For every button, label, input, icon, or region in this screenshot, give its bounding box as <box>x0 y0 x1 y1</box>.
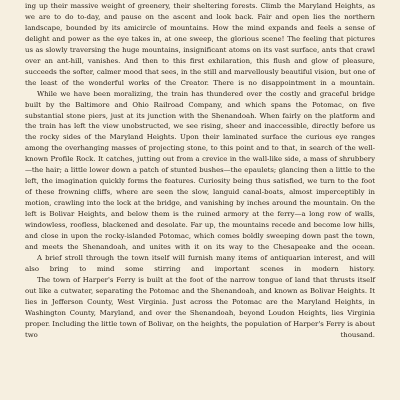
paragraph-mountain-view: ing up their massive weight of greenery, their sheltering forests. Climb the Maryland Heights, as we are to do to-day, and pause on the ascent and look back. Fair and open lies the northern landscape, bounded by its amicircle of mountains. How the mind expands and feels a sense of delight and power as the eye takes in, at one sweep, the glorious scene! The feeling that pictures us as slowly traversing the huge mountains, insignificant atoms on its vast surface, ants that crawl over an ant-hill, vanishes. And then to this first exhilaration, this flush and glow of pleasure, succeeds the softer, calmer mood that sees, in the still and marvellously beautiful vision, but one of the least of the wonderful works of the Creator. There is no disappointment in a mountain. <box>25 2 375 87</box>
paragraph-train-bridge: While we have been moralizing, the train has thundered over the costly and graceful bridge built by the Baltimore and Ohio Railroad Company, and which spans the Potomac, on five substantial stone piers, just at its junction with the Shenandoah. When fairly on the platform and the train has left the view unobstructed, we see rising, sheer and inaccessible, directly before us the rocky sides of the Maryland Heights. Upon their laminated surface the curious eye ranges among the overhanging masses of projecting stone, to this point and to that, in search of the well-known Profile Rock. It catches, jutting out from a crevice in the wall-like side, a mass of shrubbery—the hair; a little lower down a patch of stunted bushes—the epaulets; glancing then a little to the left, the imagination quickly forms the features. Curiosity being thus satisfied, we turn to the foot of these frowning cliffs, where are seen the slow, languid canal-boats, almost imperceptibly in motion, crawling into the lock at the bridge, and vanishing by inches around the mountain. On the left is Bolivar Heights, and below them is the ruined armory at the ferry—a long row of walls, windowless, roofless, blackened and desolate. Far up, the mountains recede and become low hills, and close in upon the rocky-islanded Potomac, which comes boldly sweeping down past the town, and meets the Shenandoah, and unites with it on its way to the Chesapeake and the ocean. <box>25 89 375 251</box>
paragraph-town-stroll: A brief stroll through the town itself will furnish many items of antiquarian interest, and will also bring to mind some stirring and important scenes in modern history. <box>25 253 375 273</box>
paragraph-harpers-ferry: The town of Harper's Ferry is built at the foot of the narrow tongue of land that thrusts itself out like a cutwater, separating the Potomac and the Shenandoah, and known as Bolivar Heights. It lies in Jefferson County, West Virginia. Just across the Potomac are the Maryland Heights, in Washington County, Maryland, and over the Shenandoah, beyond Loudon Heights, lies Virginia proper. Including the little town of Bolivar, on the heights, the population of Harper's Ferry is about two thousand. <box>25 275 375 339</box>
